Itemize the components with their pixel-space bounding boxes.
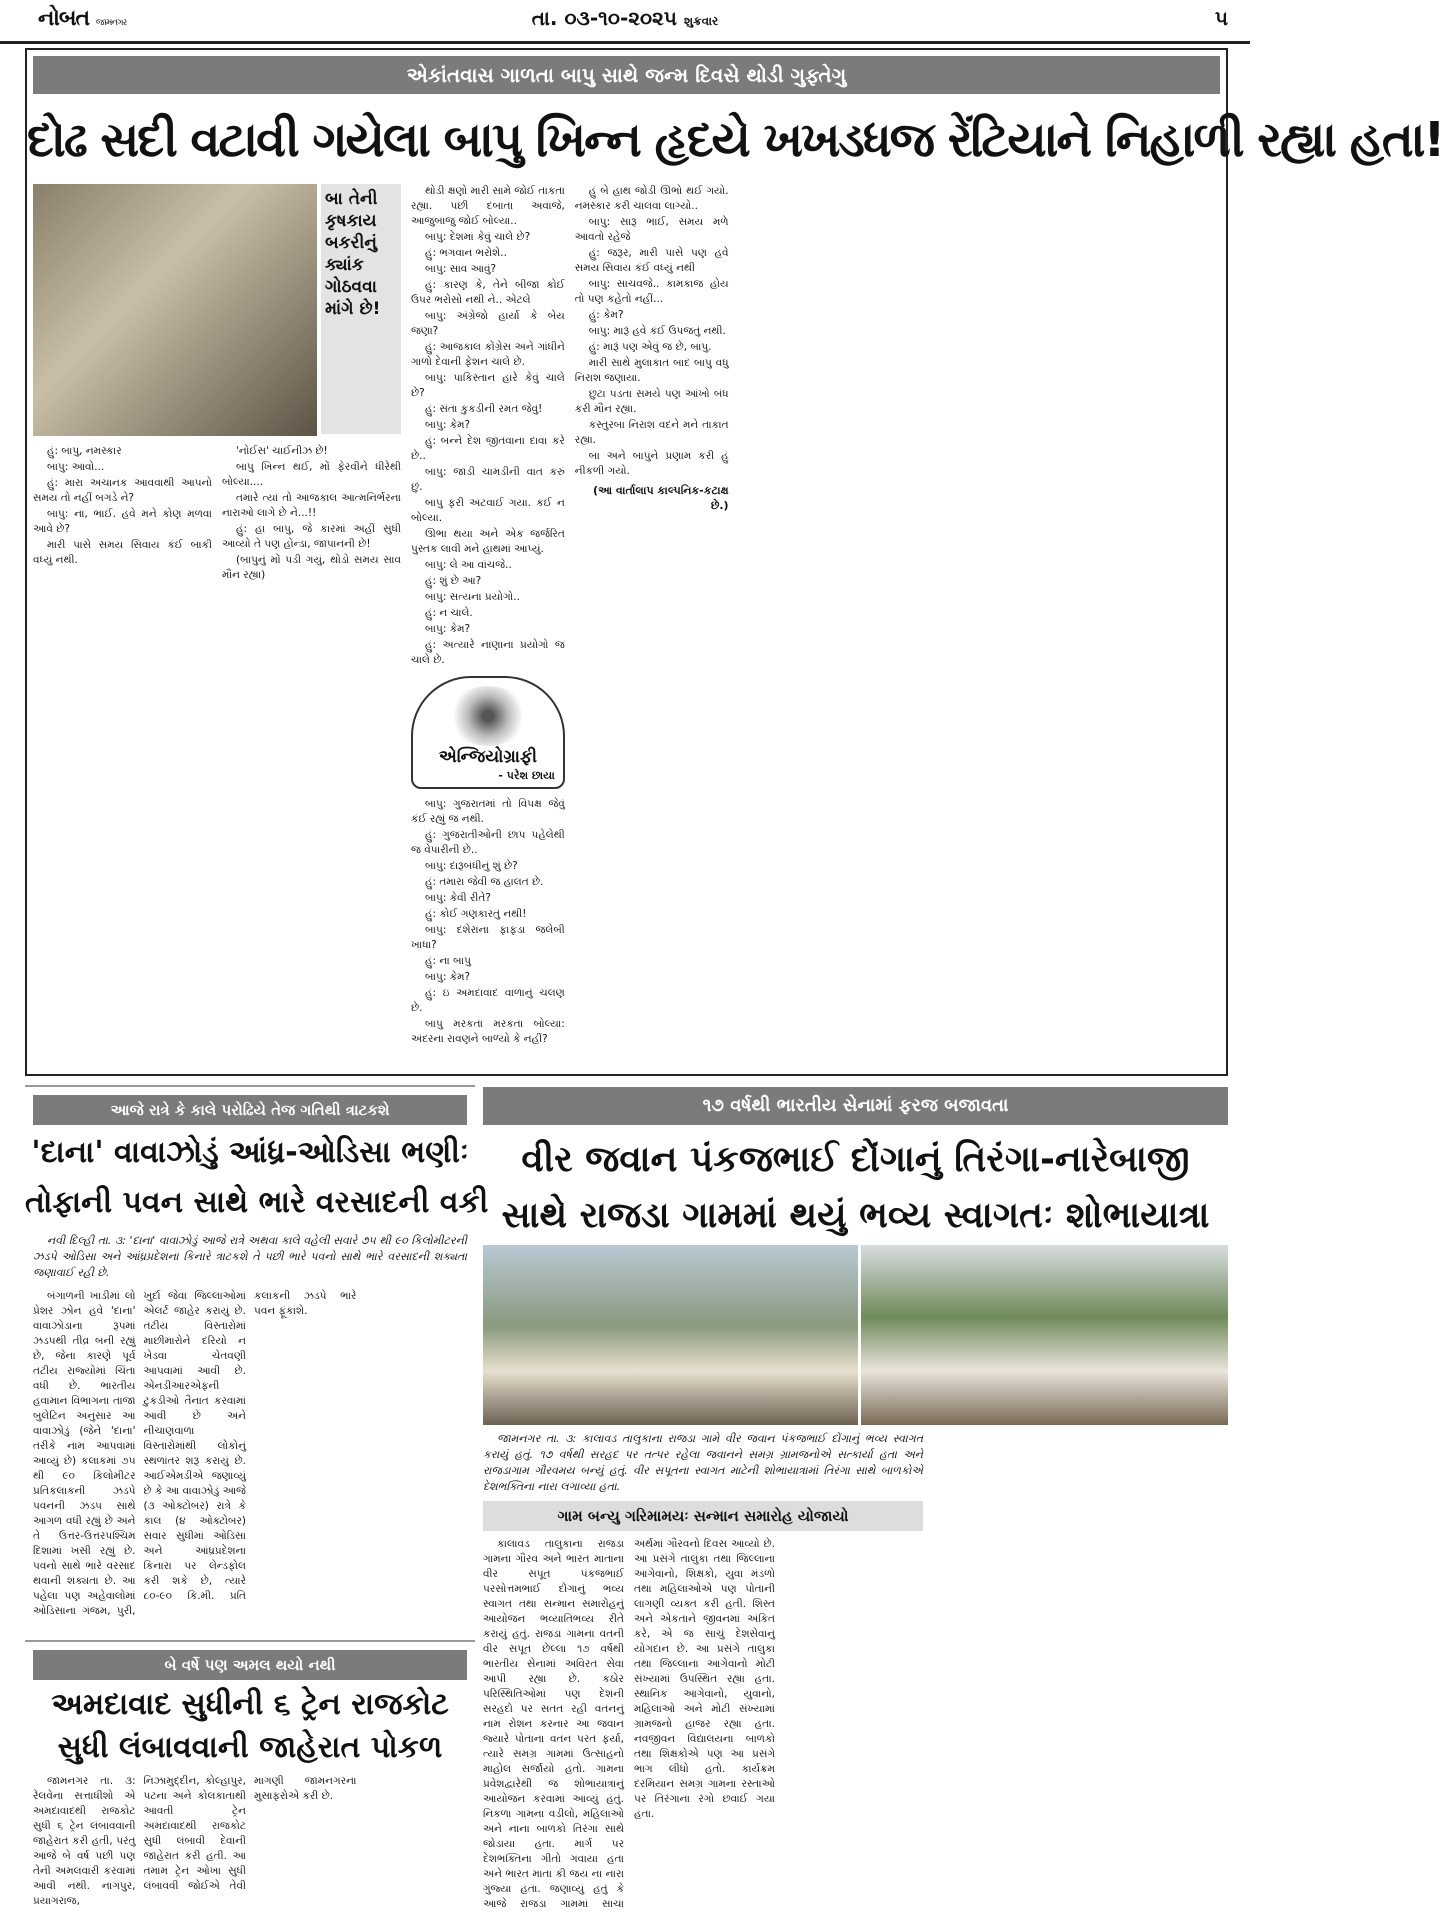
dialogue-line: બાપુ: આવો... — [47, 461, 105, 473]
dialogue-line: બાપુ: સાવ આવું? — [425, 263, 497, 275]
story-kicker: ૧૭ વર્ષથી ભારતીય સેનામાં ફરજ બજાવતા — [483, 1087, 1228, 1125]
dialogue-line: બાપુ: કેમ? — [425, 419, 471, 431]
masthead — [0, 0, 1250, 44]
dialogue-line: હું: કેમ? — [588, 309, 624, 321]
dialogue-line: બાપુ: દશેરાના ફાફડા જલેબી ખાધા? — [411, 924, 565, 951]
dialogue-line: બાપુ: સારૂ ભાઈ, સમય મળે આવતો રહેજે — [574, 216, 729, 243]
story-bapu — [25, 48, 1443, 1076]
dialogue-line: બાપુ મરકતા મરકતા બોલ્યા: અંદરના રાવણને બાળ્યો કે નહીં? — [411, 1018, 565, 1045]
dialogue-line: હું: ગુજરાતીઓની છાપ પહેલેથી જ વેપારીની છે.. — [411, 829, 565, 856]
sidebar-quote: બા તેની કૃષકાય બકરીનું ક્યાંક ગોઠવવા માંગે છે! — [321, 184, 401, 434]
dialogue-line: કસ્તુરબા નિરાશ વદને મને તાકાત રહ્યા. — [574, 419, 729, 446]
dialogue-line: બાપુ: સત્યના પ્રયોગો.. — [425, 591, 520, 603]
dialogue-line: હું: સંતા કુકડીની રમત જેવું! — [425, 403, 543, 415]
story-headline: દોઢ સદી વટાવી ગયેલા બાપુ ખિન્ન હૃદયે ખખડધજ રેંટિયાને નિહાળી રહ્યા હતા! — [27, 112, 1443, 168]
dialogue-line: મારી સાથે મુલાકાત બાદ બાપુ વધુ નિરાશ જણાયા. — [574, 357, 729, 384]
dialogue-line: બાપુ: દેશમાં કેવું ચાલે છે? — [425, 231, 531, 243]
dialogue-line: બાપુ: ના, ભાઈ. હવે મને કોણ મળવા આવે છે? — [33, 508, 212, 535]
dialogue-line: બાપુ: જાડી ચામડીની વાત કરું છું. — [411, 466, 565, 493]
dialogue-line: હું: તમારા જેવી જ હાલત છે. — [425, 876, 544, 888]
procession-photo-2 — [861, 1245, 1228, 1425]
footnote: (આ વાર્તાલાપ કાલ્પનિક-કટાક્ષ છે.) — [593, 484, 729, 512]
story-headline-line2: સુધી લંબાવવાની જાહેરાત પોકળ — [57, 1730, 443, 1765]
story-lead: જામનગર તા. ૩: કાલાવડ તાલુકાના રાજડા ગામે વીર જવાન પંકજભાઈ દોંગાનું ભવ્ય સ્વાગત કરાયું હતું. ૧૭ વર્ષથી સરહદ પર તત્પર રહેલા જવાનને સમગ્ર ગ્રામજનોએ સત્કાર્યા હતા અને રાજડાગામ ગૌરવમય બન્યું હતું. વીર સપૂતના સ્વાગત માટેની શોભાયાત્રામાં તિરંગા સાથે બાળકોએ દેશભક્તિના નારા લગાવ્યા હતા. — [483, 1432, 923, 1493]
dialogue-line: હું બે હાથ જોડી ઊભો થઈ ગયો. નમસ્કાર કરી ચાલવા લાગ્યો.. — [574, 185, 729, 212]
story-subhead: ગામ બન્યુ ગરિમામયઃ સન્માન સમારોહ યોજાયો — [483, 1501, 923, 1531]
dialogue-line: બાપુ: પાકિસ્તાન હારે કેવું ચાલે છે? — [411, 372, 565, 399]
dialogue-line: તમારે ત્યાં તો આજકાલ આત્મનિર્ભરના નારાઓ લાગે છે ને...!! — [222, 492, 401, 519]
dialogue-line: બાપુ: ગુજરાતમાં તો વિપક્ષ જેવું કંઈ રહ્યું જ નથી. — [411, 798, 565, 825]
dialogue-line: બાપુ: કેમ? — [425, 623, 471, 635]
dialogue-line: હું: ના બાપુ — [425, 955, 471, 967]
dialogue-line: હું: ભગવાન ભરોશે.. — [425, 247, 507, 259]
dialogue-line: હું: ઇ અમદાવાદ વાળાનું ચલણ છે. — [411, 987, 565, 1014]
story-headline: 'દાના' વાવાઝોડું આંધ્ર-ઓડિસા ભણીઃ — [31, 1135, 469, 1170]
dialogue-line: હું: શું છે આ? — [425, 575, 482, 587]
dialogue-line: હું: કોઈ ગણકારતું નથી! — [425, 908, 527, 920]
newspaper-logo: નોબત જામનગર — [38, 6, 127, 31]
story-soldier — [483, 1085, 1228, 1914]
procession-photo-1 — [483, 1245, 858, 1425]
dialogue-line: બાપુ ફરી અટવાઈ ગયા. કઈ ન બોલ્યા. — [411, 497, 565, 524]
dialogue-line: હું: જરૂર, મારી પાસે પણ હવે સમય સિવાય કંઈ વધ્યું નથી — [574, 247, 729, 274]
dialogue-line: ઊભા થયા અને એક જર્જરિત પુસ્તક લાવી મને હાથમાં આપ્યું. — [411, 528, 565, 555]
dialogue-line: મારી પાસે સમય સિવાય કંઈ બાકી વધ્યું નથી. — [33, 539, 212, 566]
story-body: જામનગર તા. ૩: રેલવેના સત્તાધીશો એ અમદાવાદથી રાજકોટ સુધી ૬ ટ્રેન લંબાવવાની જાહેરાત કરી હતી, પરંતુ આજે બે વર્ષ પછી પણ તેની અમલવારી કરવામાં આવી નથી. નાગપુર, પ્રયાગરાજ, નિઝામુદ્દીન, કોલ્હાપુર, પટના અને કોલકાતાથી આવતી ટ્રેન અમદાવાદથી રાજકોટ સુધી લંબાવી દેવાની જાહેરાત કરી હતી. આ તમામ ટ્રેન ઓખા સુધી લંબાવવી જોઈએ તેવી માગણી જામનગરના મુસાફરોએ કરી છે. — [33, 1775, 357, 1907]
dialogue-line: બાપુ: લે આ વાંચજે.. — [425, 559, 512, 571]
dialogue-line: હું: મારા અચાનક આવવાથી આપનો સમય તો નહીં બગડે ને? — [33, 477, 212, 504]
dialogue-line: બાપુ: કેવી રીતે? — [425, 892, 491, 904]
dialogue-line: બાપુ: દારૂબંધીનું શું છે? — [425, 860, 518, 872]
story-body-left — [33, 444, 401, 1066]
dialogue-line: થોડી ક્ષણો મારી સામે જોઈ તાકતા રહ્યા. પછી દબાતા અવાજે, આજુબાજુ જોઈ બોલ્યા.. — [411, 185, 565, 227]
story-train — [25, 1640, 475, 1914]
dialogue-line: (બાપુનું મોં પડી ગયું, થોડો સમય સાવ મૌન રહ્યા) — [222, 554, 401, 581]
dialogue-line: હું: આજકાલ કોંગ્રેસ અને ગાંધીને ગાળો દેવાની ફેશન ચાલે છે. — [411, 341, 565, 368]
dialogue-line: હું: બાપુ, નમસ્કાર — [47, 445, 122, 457]
dialogue-line: બાપુ: કેમ? — [425, 971, 471, 983]
dialogue-line: બા અને બાપુને પ્રણામ કરી હું નીકળી ગયો. — [574, 450, 729, 477]
dialogue-line: બાપુ: સાચવજે.. કામકાજ હોય તો પણ કહેતો નહીં... — [574, 278, 729, 305]
column-logo-title: એન્જિયોગ્રાફી — [438, 747, 537, 767]
story-body-right — [411, 184, 1220, 1066]
story-lead: નવી દિલ્હી તા. ૩: 'દાના' વાવાઝોડું આજે રાત્રે અથવા કાલે વહેલી સવારે ૭૫ થી ૯૦ કિલોમીટરની ઝડપે ઓડિસા અને આંધ્રપ્રદેશના કિનારે ત્રાટકશે તે પછી ભારે પવનો સાથે ભારે વરસાદની શક્યતા જણાવાઈ રહી છે. — [33, 1234, 467, 1279]
story-text — [33, 1233, 467, 1623]
story-headline-line2: તોફાની પવન સાથે ભારે વરસાદની વકી — [25, 1185, 489, 1220]
dialogue-line: હું: હા બાપુ, જે કારમાં અહીં સુધી આવ્યો તે પણ હોન્ડા, જાપાનની છે! — [222, 523, 401, 550]
issue-date: તા. ૦૩-૧૦-૨૦૨૫ શુક્રવાર — [531, 6, 719, 30]
story-body: કાલાવડ તાલુકાના રાજડા ગામના ગૌરવ અને ભારત માતાના વીર સપૂત પંકજભાઈ પરસોત્તમભાઈ દોંગાનું ભવ્ય સ્વાગત તથા સન્માન સમારોહનું આયોજન ભવ્યાતિભવ્ય રીતે કરાયું હતું. રાજડા ગામના વતની વીર સપૂત છેલ્લા ૧૭ વર્ષથી ભારતીય સેનામાં અવિરત સેવા આપી રહ્યા છે. કઠોર પરિસ્થિતિઓમાં પણ દેશની સરહદો પર સતત રહી વતનનું નામ રોશન કરનાર આ જવાન જ્યારે પોતાના વતન પરત ફર્યા, ત્યારે સમગ્ર ગામમાં ઉત્સાહનો માહોલ સર્જાયો હતો. ગામના પ્રવેશદ્વારેથી જ શોભાયાત્રાનું આયોજન કરવામાં આવ્યું હતું. નિકળા ગામના વડીલો, મહિલાઓ અને નાના બાળકો તિરંગા સાથે જોડાયા હતા. માર્ગ પર દેશભક્તિના ગીતો ગવાયા હતા અને ભારત માતા કી જય ના નારા ગુંજ્યા હતા. જણાવ્યું હતું કે આજે રાજડા ગામમાં સાચા અર્થમાં ગૌરવનો દિવસ આવ્યો છે. આ પ્રસંગે તાલુકા તથા જિલ્લાના આગેવાનો, શિક્ષકો, યુવા મંડળો તથા મહિલાઓએ પણ પોતાની લાગણી વ્યક્ત કરી હતી. શિસ્ત અને એકતાને જીવનમાં અંકિત કરે, એ જ સાચું દેશસેવાનું યોગદાન છે. આ પ્રસંગે તાલુકા તથા જિલ્લાના આગેવાનો મોટી સંખ્યામાં ઉપસ્થિત રહ્યા હતા. સ્થાનિક આગેવાનો, યુવાનો, મહિલાઓ અને મોટી સંખ્યામાં ગ્રામજનો હાજર રહ્યા હતા. નવજીવન વિદ્યાલયના બાળકો તથા શિક્ષકોએ પણ આ પ્રસંગે ભાગ લીધો હતો. કાર્યક્રમ દરમિયાન સમગ્ર ગામના રસ્તાઓ પર તિરંગાના રંગો છવાઈ ગયા હતા. — [483, 1538, 775, 1910]
story-headline: વીર જવાન પંકજભાઈ દોંગાનું તિરંગા-નારેબાજી — [521, 1139, 1190, 1180]
angiography-tree-icon — [448, 686, 528, 746]
dialogue-line: છુટા પડતા સમયે પણ આંખો બંધ કરી મૌન રહ્યા. — [574, 388, 729, 415]
story-kicker: આજે રાત્રે કે કાલે પરોઢિયે તેજ ગતિથી ત્રાટકશે — [33, 1095, 467, 1125]
story-kicker: એકાંતવાસ ગાળતા બાપુ સાથે જન્મ દિવસે થોડી ગુફ્તેગુ — [33, 56, 1220, 94]
dialogue-line: બાપુ ખિન્ન થઈ, મોં ફેરવીને ધીરેથી બોલ્યા.... — [222, 461, 401, 488]
dialogue-line: હું: કારણ કે, તેને બીજા કોઈ ઉપર ભરોસો નથી ને.. એટલે — [411, 279, 565, 306]
column-logo — [411, 676, 565, 789]
page-number: ૫ — [1214, 6, 1228, 30]
dialogue-line: હું: મારૂં પણ એવું જ છે, બાપુ. — [588, 341, 712, 353]
dialogue-line: બાપુ: મારૂં હવે કંઈ ઉપજતું નથી. — [588, 325, 726, 337]
dialogue-line: હું: અત્યારે નાણાના પ્રયોગો જ ચાલે છે. — [411, 639, 565, 666]
dialogue-line: 'નોઈસ' ચાઈનીઝ છે! — [236, 445, 328, 457]
story-body: બંગાળની ખાડીમાં લો પ્રેશર ઝોન હવે 'દાના' વાવાઝોડાના રૂપમાં ઝડપથી તીવ્ર બની રહ્યું છે, જેના કારણે પૂર્વ તટીય રાજ્યોમાં ચિંતા વધી છે. ભારતીય હવામાન વિભાગના તાજા બુલેટિન અનુસાર આ વાવાઝોડું (જેને 'દાના' તરીકે નામ આપવામાં આવ્યું છે) કલાકમાં ૭૫ થી ૯૦ કિલોમીટર પ્રતિકલાકની ઝડપે પવનની ઝડપ સાથે આગળ વધી રહ્યું છે અને તે ઉત્તર-ઉત્તરપશ્ચિમ દિશામાં ખસી રહ્યું છે. પવનો સાથે ભારે વરસાદ થવાની શક્યતા છે. આ પહેલા પણ અહેવાલોમાં ઓડિસાના ગંજમ, પુરી, ખુર્દા જેવા જિલ્લાઓમાં એલર્ટ જાહેર કરાયું છે. તટીય વિસ્તારોમાં માછીમારોને દરિયો ન ખેડવા ચેતવણી આપવામાં આવી છે. એનડીઆરએફની ટુકડીઓ તૈનાત કરવામાં આવી છે અને નીચાણવાળા વિસ્તારોમાંથી લોકોનું સ્થળાંતર શરૂ કરાયું છે. આઈએમડીએ જણાવ્યું છે કે આ વાવાઝોડું આજે (૩ ઓક્ટોબર) રાત્રે કે કાલ (૪ ઓક્ટોબર) સવાર સુધીમાં ઓડિસા અને આંધ્રપ્રદેશના કિનારા પર લેન્ડફોલ કરી શકે છે, ત્યારે ૮૦-૯૦ કિ.મી. પ્રતિ કલાકની ઝડપે ભારે પવન ફૂંકાશે. — [33, 1290, 357, 1617]
story-kicker: બે વર્ષે પણ અમલ થયો નથી — [33, 1650, 467, 1680]
gandhi-statue-photo — [33, 184, 317, 436]
story-headline-line2: સાથે રાજડા ગામમાં થયું ભવ્ય સ્વાગતઃ શોભાયાત્રા — [501, 1195, 1210, 1236]
story-headline: અમદાવાદ સુધીની ૬ ટ્રેન રાજકોટ — [51, 1687, 449, 1722]
dialogue-line: હું: ન ચાલે. — [425, 607, 473, 619]
author-byline: - પરેશ છાયા — [498, 769, 555, 782]
dialogue-line: હું: બન્ને દેશ જીતવાના દાવા કરે છે.. — [411, 435, 565, 462]
story-cyclone — [25, 1085, 489, 1625]
dialogue-line: બાપુ: અંગ્રેજો હાર્યા કે બેય જણા? — [411, 310, 565, 337]
story-text — [483, 1431, 1228, 1914]
